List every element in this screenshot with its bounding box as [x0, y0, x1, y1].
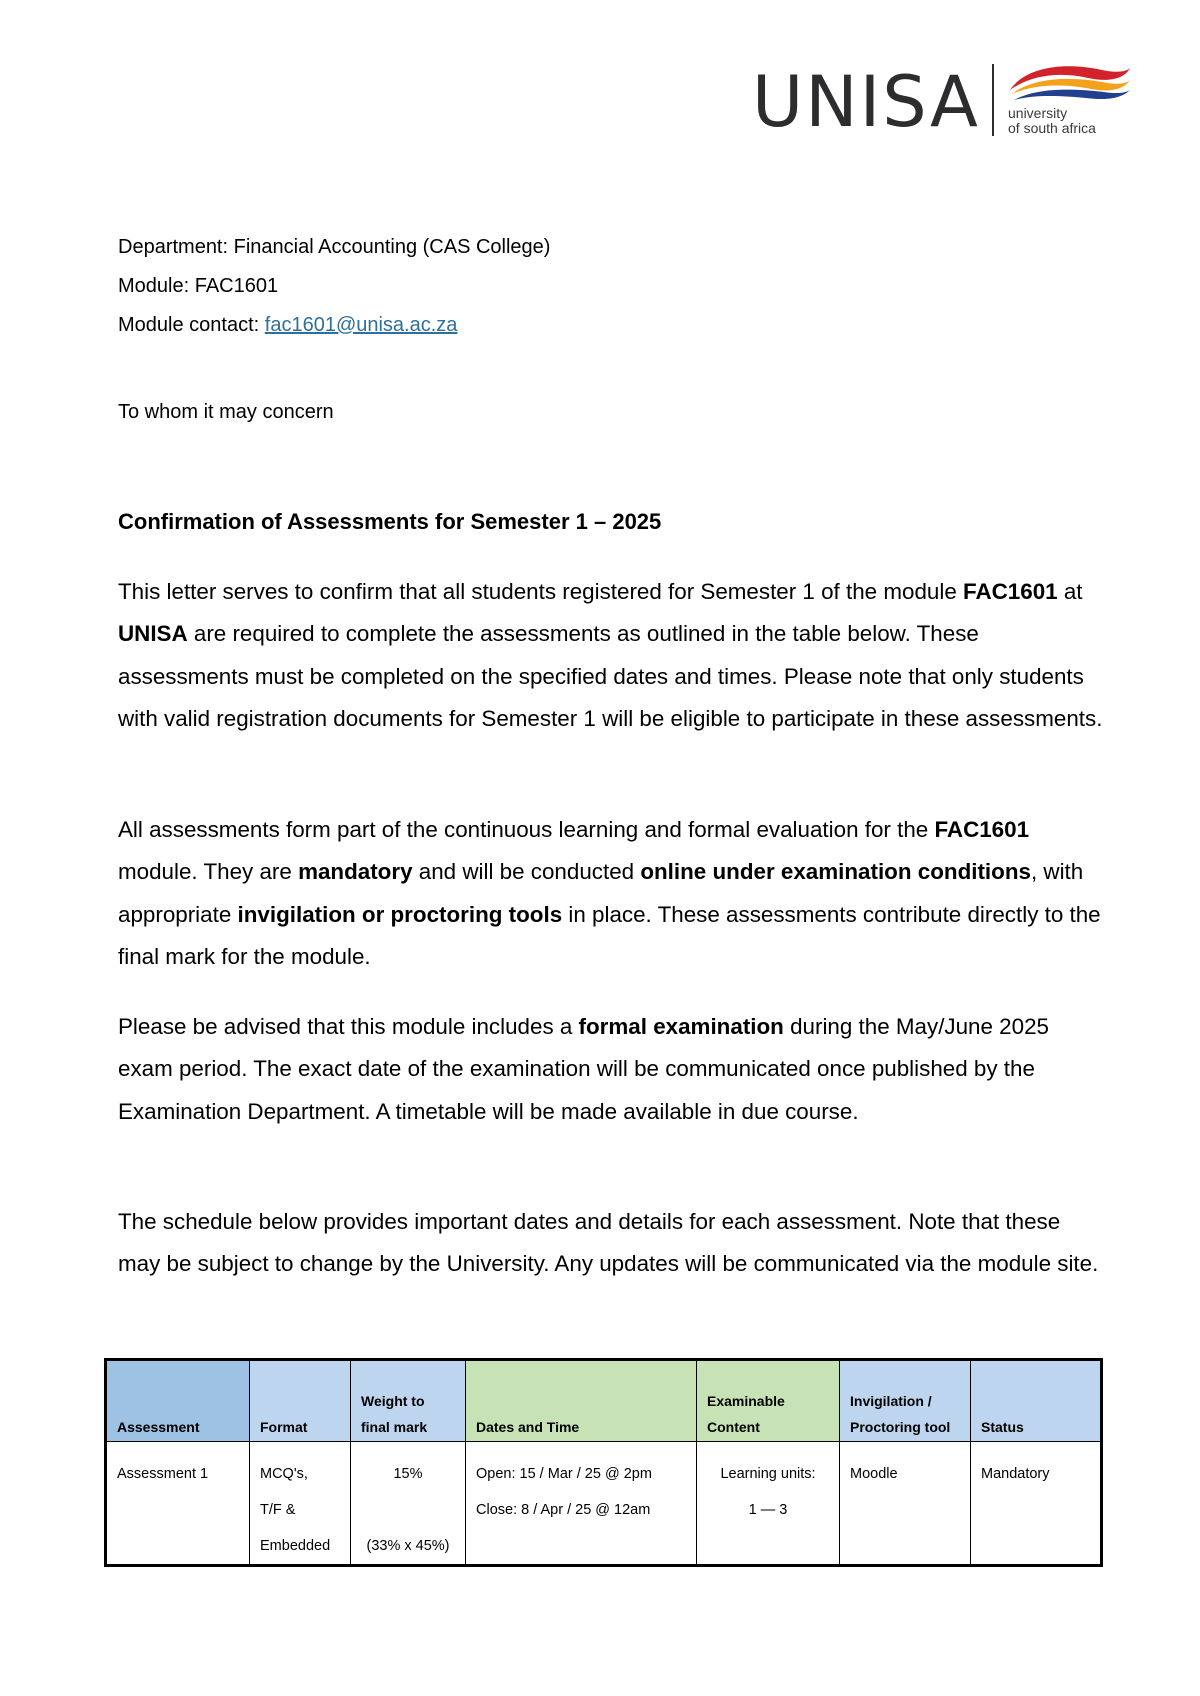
- p2-text-3: and will be conducted: [412, 859, 641, 885]
- header-invigilation-line2: Proctoring tool: [850, 1419, 951, 1435]
- unisa-logo: [752, 60, 1132, 144]
- p1-text-2: at: [1057, 579, 1083, 604]
- p1-bold-2: UNISA: [118, 621, 188, 647]
- module-label: Module:: [118, 275, 190, 297]
- module-value: FAC1601: [194, 275, 279, 297]
- letter-title: Confirmation of Assessments for Semester 1 – 2025: [118, 509, 662, 534]
- table-row: [106, 1442, 1102, 1566]
- p2-bold-1: FAC1601: [934, 817, 1030, 842]
- paragraph-2: [118, 809, 1108, 978]
- contact-email-link[interactable]: fac1601@unisa.ac.za: [264, 314, 458, 336]
- contact-row: [118, 306, 550, 345]
- header-dates: [466, 1360, 697, 1442]
- department-value: Financial Accounting (CAS College): [233, 236, 551, 258]
- cell-invigilation: Moodle: [840, 1442, 971, 1566]
- cell-content: [697, 1442, 840, 1566]
- p2-bold-2: mandatory: [298, 859, 413, 885]
- p2-text-4: , with appropriate: [118, 859, 1084, 927]
- p2-text-2: module. They are: [118, 859, 299, 885]
- paragraph-4: The schedule below provides important dates and details for each assessment. Note that these may be subject to change by the University. Any updates will be communicated via the module site.: [118, 1209, 1099, 1277]
- cell-weight-line1: 15%: [393, 1466, 423, 1482]
- cell-format-line2: T/F &: [260, 1502, 296, 1518]
- logo-wordmark: UNISA: [752, 61, 980, 143]
- header-weight-line2: final mark: [361, 1419, 428, 1435]
- header-assessment-label: Assessment: [117, 1419, 200, 1435]
- cell-content-line1: Learning units:: [720, 1466, 816, 1482]
- cell-format: [250, 1442, 351, 1566]
- department-row: [118, 228, 550, 267]
- salutation: To whom it may concern: [118, 401, 334, 423]
- logo-divider: [992, 64, 994, 136]
- cell-dates-close: Close: 8 / Apr / 25 @ 12am: [476, 1502, 651, 1518]
- logo-tagline-line2: of south africa: [1008, 120, 1096, 136]
- header-dates-label: Dates and Time: [476, 1419, 580, 1435]
- department-label: Department:: [118, 236, 229, 258]
- header-content-line2: Content: [707, 1419, 760, 1435]
- header-info: [118, 228, 550, 345]
- p1-text-3: are required to complete the assessments as outlined in the table below. These assessments must be completed on the specified dates and times. Please note that only students with valid registration documents for Semester 1 will be eligible to participate in these assessments.: [118, 621, 1103, 731]
- cell-weight: [351, 1442, 466, 1566]
- header-format-label: Format: [260, 1419, 308, 1435]
- cell-format-line1: MCQ's,: [260, 1466, 308, 1482]
- table-header-row: [106, 1360, 1102, 1442]
- header-invigilation-line1: Invigilation /: [850, 1393, 932, 1409]
- paragraph-1: [118, 571, 1108, 740]
- header-weight: [351, 1360, 466, 1442]
- assessment-schedule-table: [104, 1358, 1103, 1567]
- contact-label: Module contact:: [118, 314, 260, 336]
- p1-bold-1: FAC1601: [963, 579, 1058, 604]
- paragraph-3: [118, 1006, 1108, 1133]
- p2-bold-4: invigilation or proctoring tools: [237, 901, 563, 927]
- cell-content-line2: 1 — 3: [748, 1502, 788, 1518]
- p2-bold-3: online under examination conditions: [640, 859, 1031, 885]
- cell-dates-open: Open: 15 / Mar / 25 @ 2pm: [476, 1466, 652, 1482]
- p3-bold-1: formal examination: [578, 1014, 784, 1039]
- cell-status: Mandatory: [971, 1442, 1102, 1566]
- p2-text-1: All assessments form part of the continuous learning and formal evaluation for the: [118, 817, 935, 842]
- header-content: [697, 1360, 840, 1442]
- module-row: [118, 267, 550, 306]
- header-status-label: Status: [981, 1419, 1024, 1435]
- header-weight-line1: Weight to: [361, 1393, 425, 1409]
- p3-text-2: during the May/June 2025 exam period. The exact date of the examination will be communicated once published by the Examination Department. A timetable will be made available in due course.: [118, 1014, 1049, 1124]
- cell-dates: [466, 1442, 697, 1566]
- p1-text-1: This letter serves to confirm that all students registered for Semester 1 of the module: [118, 579, 964, 604]
- cell-assessment: Assessment 1: [106, 1442, 250, 1566]
- logo-tagline-line1: university: [1008, 105, 1068, 121]
- header-assessment: [106, 1360, 250, 1442]
- header-status: [971, 1360, 1102, 1442]
- p2-text-5: in place. These assessments contribute directly to the final mark for the module.: [118, 901, 1101, 969]
- cell-weight-line2: (33% x 45%): [366, 1538, 450, 1554]
- logo-tagline: [1008, 106, 1096, 136]
- logo-flag-icon: [1006, 60, 1132, 102]
- cell-format-line3: Embedded: [260, 1538, 331, 1554]
- p3-text-1: Please be advised that this module includes a: [118, 1014, 579, 1039]
- header-invigilation: [840, 1360, 971, 1442]
- header-format: [250, 1360, 351, 1442]
- header-content-line1: Examinable: [707, 1393, 785, 1409]
